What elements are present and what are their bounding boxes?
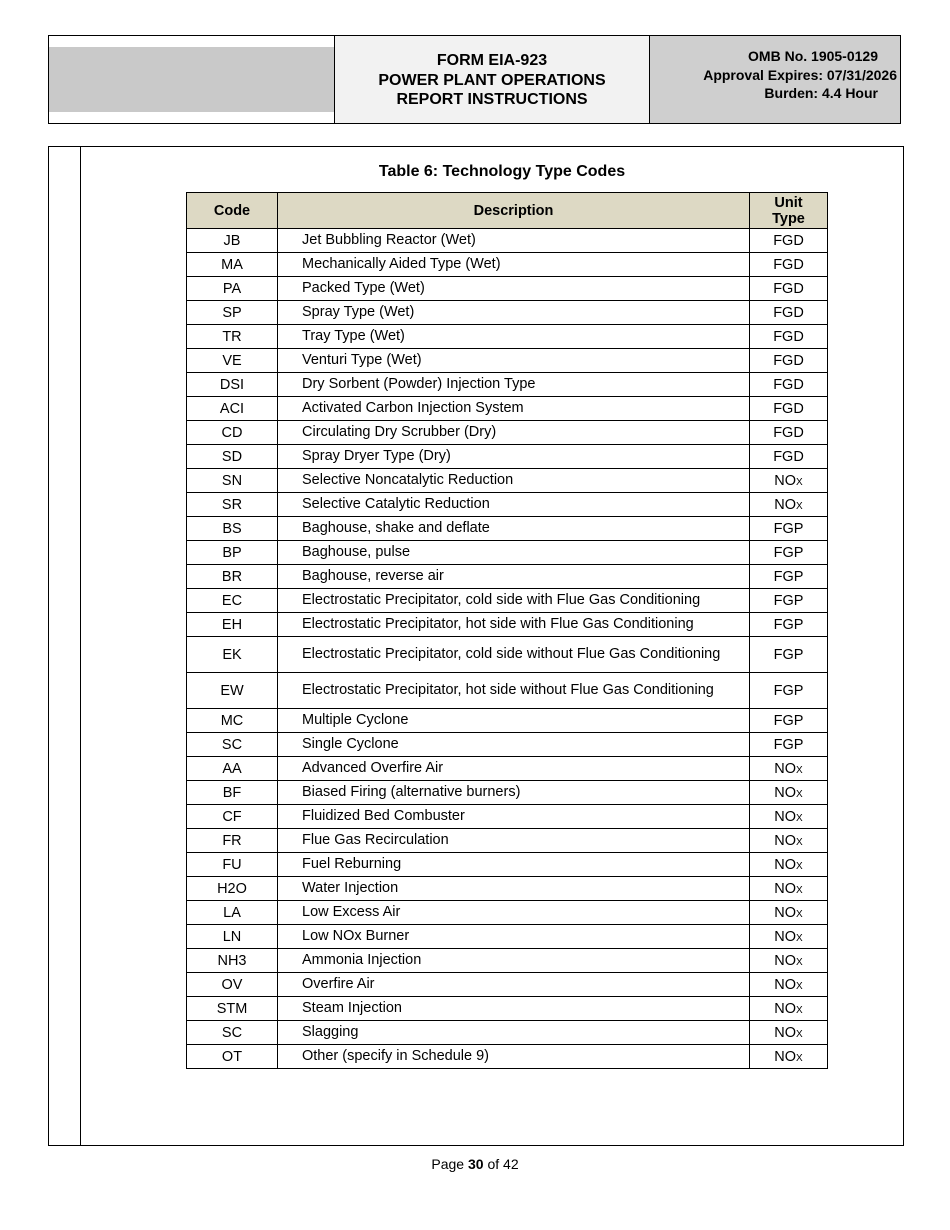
code-cell: SP xyxy=(187,301,278,325)
description-cell: Baghouse, reverse air xyxy=(278,565,750,589)
unit-type-cell: FGD xyxy=(750,229,828,253)
description-cell: Electrostatic Precipitator, hot side without Flue Gas Conditioning xyxy=(278,673,750,709)
code-cell: NH3 xyxy=(187,949,278,973)
unit-type-cell: FGD xyxy=(750,445,828,469)
unit-type-cell: NOX xyxy=(750,925,828,949)
header-gray-band xyxy=(49,47,334,112)
code-cell: TR xyxy=(187,325,278,349)
header-omb-info xyxy=(650,36,900,123)
unit-type-cell: NOX xyxy=(750,469,828,493)
code-cell: SN xyxy=(187,469,278,493)
code-cell: SR xyxy=(187,493,278,517)
table-row xyxy=(187,493,828,517)
code-cell: LA xyxy=(187,901,278,925)
table-row xyxy=(187,613,828,637)
table-row xyxy=(187,853,828,877)
description-cell: Ammonia Injection xyxy=(278,949,750,973)
unit-type-cell: FGD xyxy=(750,421,828,445)
description-cell: Fuel Reburning xyxy=(278,853,750,877)
description-cell: Electrostatic Precipitator, cold side without Flue Gas Conditioning xyxy=(278,637,750,673)
code-cell: JB xyxy=(187,229,278,253)
table-row xyxy=(187,445,828,469)
description-cell: Biased Firing (alternative burners) xyxy=(278,781,750,805)
unit-type-cell: NOX xyxy=(750,901,828,925)
table-row xyxy=(187,781,828,805)
table-row xyxy=(187,733,828,757)
table-row xyxy=(187,541,828,565)
omb-number: OMB No. 1905-0129 xyxy=(748,48,878,64)
code-cell: EH xyxy=(187,613,278,637)
table-row xyxy=(187,925,828,949)
description-cell: Other (specify in Schedule 9) xyxy=(278,1045,750,1069)
table-row xyxy=(187,949,828,973)
code-cell: LN xyxy=(187,925,278,949)
description-cell: Fluidized Bed Combuster xyxy=(278,805,750,829)
table-row xyxy=(187,325,828,349)
column-header-description: Description xyxy=(278,193,750,229)
description-cell: Slagging xyxy=(278,1021,750,1045)
code-cell: H2O xyxy=(187,877,278,901)
technology-type-codes-table xyxy=(186,192,828,1069)
table-row xyxy=(187,517,828,541)
current-page: 30 xyxy=(467,1156,484,1172)
description-cell: Packed Type (Wet) xyxy=(278,277,750,301)
description-cell: Tray Type (Wet) xyxy=(278,325,750,349)
code-cell: SD xyxy=(187,445,278,469)
form-subtitle: REPORT INSTRUCTIONS xyxy=(396,91,588,108)
description-cell: Flue Gas Recirculation xyxy=(278,829,750,853)
table-row xyxy=(187,253,828,277)
table-row xyxy=(187,709,828,733)
table-row xyxy=(187,589,828,613)
description-cell: Venturi Type (Wet) xyxy=(278,349,750,373)
code-cell: EC xyxy=(187,589,278,613)
code-cell: CD xyxy=(187,421,278,445)
unit-type-cell: FGD xyxy=(750,349,828,373)
table-row xyxy=(187,277,828,301)
table-row xyxy=(187,973,828,997)
table-row xyxy=(187,673,828,709)
description-cell: Spray Type (Wet) xyxy=(278,301,750,325)
table-row xyxy=(187,901,828,925)
unit-type-cell: NOX xyxy=(750,853,828,877)
description-cell: Advanced Overfire Air xyxy=(278,757,750,781)
page-header xyxy=(48,35,901,124)
code-cell: BF xyxy=(187,781,278,805)
description-cell: Low NOx Burner xyxy=(278,925,750,949)
unit-type-cell: FGD xyxy=(750,397,828,421)
unit-type-cell: FGD xyxy=(750,301,828,325)
unit-type-cell: NOX xyxy=(750,757,828,781)
description-cell: Mechanically Aided Type (Wet) xyxy=(278,253,750,277)
column-header-code: Code xyxy=(187,193,278,229)
unit-type-cell: FGP xyxy=(750,517,828,541)
code-cell: PA xyxy=(187,277,278,301)
code-cell: AA xyxy=(187,757,278,781)
total-pages: 42 xyxy=(503,1156,519,1172)
page-footer: Page 30 of 42 xyxy=(431,1156,519,1172)
unit-type-cell: NOX xyxy=(750,973,828,997)
code-cell: SC xyxy=(187,1021,278,1045)
description-cell: Spray Dryer Type (Dry) xyxy=(278,445,750,469)
table-row xyxy=(187,877,828,901)
column-header-unit-type: Unit Type xyxy=(750,193,828,229)
table-row xyxy=(187,397,828,421)
description-cell: Electrostatic Precipitator, hot side with Flue Gas Conditioning xyxy=(278,613,750,637)
unit-type-cell: FGP xyxy=(750,589,828,613)
unit-type-cell: FGD xyxy=(750,325,828,349)
burden-hours: Burden: 4.4 Hour xyxy=(764,85,878,101)
description-cell: Overfire Air xyxy=(278,973,750,997)
description-cell: Baghouse, shake and deflate xyxy=(278,517,750,541)
header-logo-area xyxy=(49,36,335,123)
unit-type-cell: FGP xyxy=(750,673,828,709)
header-form-title xyxy=(335,36,650,123)
description-cell: Multiple Cyclone xyxy=(278,709,750,733)
table-row xyxy=(187,1045,828,1069)
unit-type-cell: NOX xyxy=(750,877,828,901)
description-cell: Baghouse, pulse xyxy=(278,541,750,565)
table-row xyxy=(187,565,828,589)
code-cell: OV xyxy=(187,973,278,997)
code-cell: STM xyxy=(187,997,278,1021)
unit-type-cell: FGD xyxy=(750,253,828,277)
table-row xyxy=(187,469,828,493)
table-row xyxy=(187,637,828,673)
unit-type-cell: FGP xyxy=(750,733,828,757)
unit-type-cell: NOX xyxy=(750,805,828,829)
form-number: FORM EIA-923 xyxy=(436,52,548,69)
description-cell: Selective Noncatalytic Reduction xyxy=(278,469,750,493)
table-row xyxy=(187,349,828,373)
table-row xyxy=(187,805,828,829)
unit-type-cell: FGP xyxy=(750,565,828,589)
unit-type-cell: FGP xyxy=(750,709,828,733)
table-row xyxy=(187,757,828,781)
unit-type-cell: NOX xyxy=(750,1045,828,1069)
table-title: Table 6: Technology Type Codes xyxy=(378,163,626,180)
table-header-row xyxy=(187,193,828,229)
table-row xyxy=(187,829,828,853)
frame-gutter-line xyxy=(80,147,81,1145)
table-row xyxy=(187,1021,828,1045)
unit-type-cell: FGP xyxy=(750,541,828,565)
table-row xyxy=(187,301,828,325)
description-cell: Single Cyclone xyxy=(278,733,750,757)
table-row xyxy=(187,997,828,1021)
code-cell: SC xyxy=(187,733,278,757)
approval-expires: Approval Expires: 07/31/2026 xyxy=(703,66,897,83)
code-cell: EW xyxy=(187,673,278,709)
code-cell: FR xyxy=(187,829,278,853)
code-cell: EK xyxy=(187,637,278,673)
description-cell: Water Injection xyxy=(278,877,750,901)
description-cell: Electrostatic Precipitator, cold side with Flue Gas Conditioning xyxy=(278,589,750,613)
table-row xyxy=(187,229,828,253)
form-name: POWER PLANT OPERATIONS xyxy=(378,71,606,89)
code-cell: BS xyxy=(187,517,278,541)
description-cell: Jet Bubbling Reactor (Wet) xyxy=(278,229,750,253)
code-cell: DSI xyxy=(187,373,278,397)
code-cell: ACI xyxy=(187,397,278,421)
unit-type-cell: NOX xyxy=(750,829,828,853)
unit-type-cell: NOX xyxy=(750,493,828,517)
code-cell: VE xyxy=(187,349,278,373)
code-cell: MA xyxy=(187,253,278,277)
description-cell: Activated Carbon Injection System xyxy=(278,397,750,421)
unit-type-cell: NOX xyxy=(750,949,828,973)
code-cell: BR xyxy=(187,565,278,589)
unit-type-cell: NOX xyxy=(750,1021,828,1045)
unit-type-cell: FGP xyxy=(750,613,828,637)
code-cell: OT xyxy=(187,1045,278,1069)
table-row xyxy=(187,421,828,445)
unit-type-cell: NOX xyxy=(750,781,828,805)
unit-type-cell: FGP xyxy=(750,637,828,673)
table-row xyxy=(187,373,828,397)
code-cell: CF xyxy=(187,805,278,829)
code-cell: MC xyxy=(187,709,278,733)
code-cell: BP xyxy=(187,541,278,565)
description-cell: Dry Sorbent (Powder) Injection Type xyxy=(278,373,750,397)
description-cell: Low Excess Air xyxy=(278,901,750,925)
unit-type-cell: FGD xyxy=(750,277,828,301)
unit-type-cell: NOX xyxy=(750,997,828,1021)
unit-type-cell: FGD xyxy=(750,373,828,397)
description-cell: Circulating Dry Scrubber (Dry) xyxy=(278,421,750,445)
description-cell: Steam Injection xyxy=(278,997,750,1021)
description-cell: Selective Catalytic Reduction xyxy=(278,493,750,517)
code-cell: FU xyxy=(187,853,278,877)
